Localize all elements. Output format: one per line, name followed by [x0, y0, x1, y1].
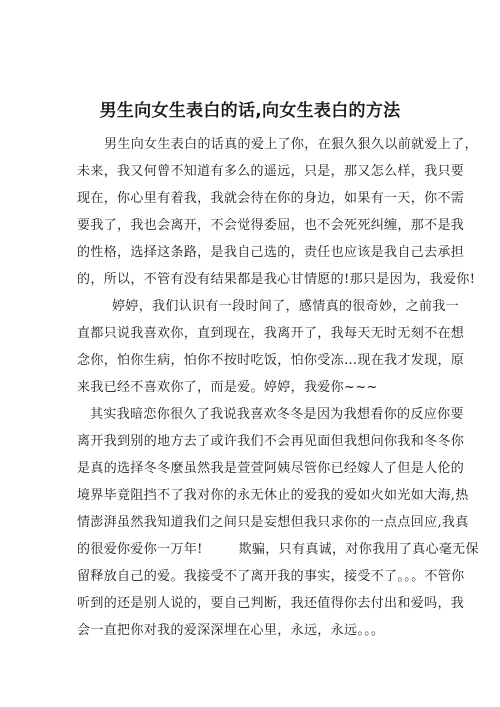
body-line: 境界毕竟阻挡不了我对你的永无休止的爱我的爱如火如光如大海,热 — [77, 488, 469, 503]
body-line: 来我已经不喜欢你了，而是爱。婷婷，我爱你~~~ — [77, 380, 378, 395]
body-line: 听到的还是别人说的，要自己判断，我还值得你去付出和爱吗，我 — [77, 596, 465, 611]
body-line: 要我了，我也会离开，不会觉得委屈，也不会死死纠缠，那不是我 — [77, 218, 465, 233]
body-line: 情澎湃虽然我知道我们之间只是妄想但我只求你的一点点回应,我真 — [77, 515, 469, 530]
body-line: 未来，我又何曾不知道有多么的遥远，只是，那又怎么样，我只要 — [77, 164, 465, 179]
body-line: 的很爱你爱你一万年! 欺骗，只有真诚，对你我用了真心毫无保 — [77, 542, 479, 557]
body-line: 男生向女生表白的话真的爱上了你，在狠久狠久以前就爱上了， — [104, 137, 478, 152]
document-title: 男生向女生表白的话,向女生表白的方法 — [99, 101, 401, 121]
body-line: 是真的选择冬冬麼虽然我是萱萱阿姨尽管你已经嫁人了但是人伦的 — [77, 461, 465, 476]
body-line: 现在，你心里有着我，我就会待在你的身边，如果有一天，你不需 — [77, 191, 465, 206]
body-line: 会一直把你对我的爱深深埋在心里，永远，永远。。。 — [77, 623, 385, 638]
body-line: 留释放自己的爱。我接受不了离开我的事实，接受不了。。。不管你 — [77, 569, 465, 584]
body-line: 其实我暗恋你很久了我说我喜欢冬冬是因为我想看你的反应你要 — [90, 407, 464, 422]
body-line: 的性格，选择这条路，是我自己选的，责任也应该是我自己去承担 — [77, 245, 465, 260]
body-line: 直都只说我喜欢你，直到现在，我离开了，我每天无时无刻不在想 — [77, 326, 465, 341]
body-line: 念你，怕你生病，怕你不按时吃饭，怕你受冻…现在我才发现，原 — [77, 353, 465, 368]
body-line: 婷婷，我们认识有一段时间了，感情真的很奇妙，之前我一 — [112, 299, 460, 314]
body-line: 的，所以，不管有没有结果都是我心甘情愿的!那只是因为，我爱你! — [77, 272, 476, 287]
body-line: 离开我到别的地方去了或许我们不会再见面但我想问你我和冬冬你 — [77, 434, 465, 449]
